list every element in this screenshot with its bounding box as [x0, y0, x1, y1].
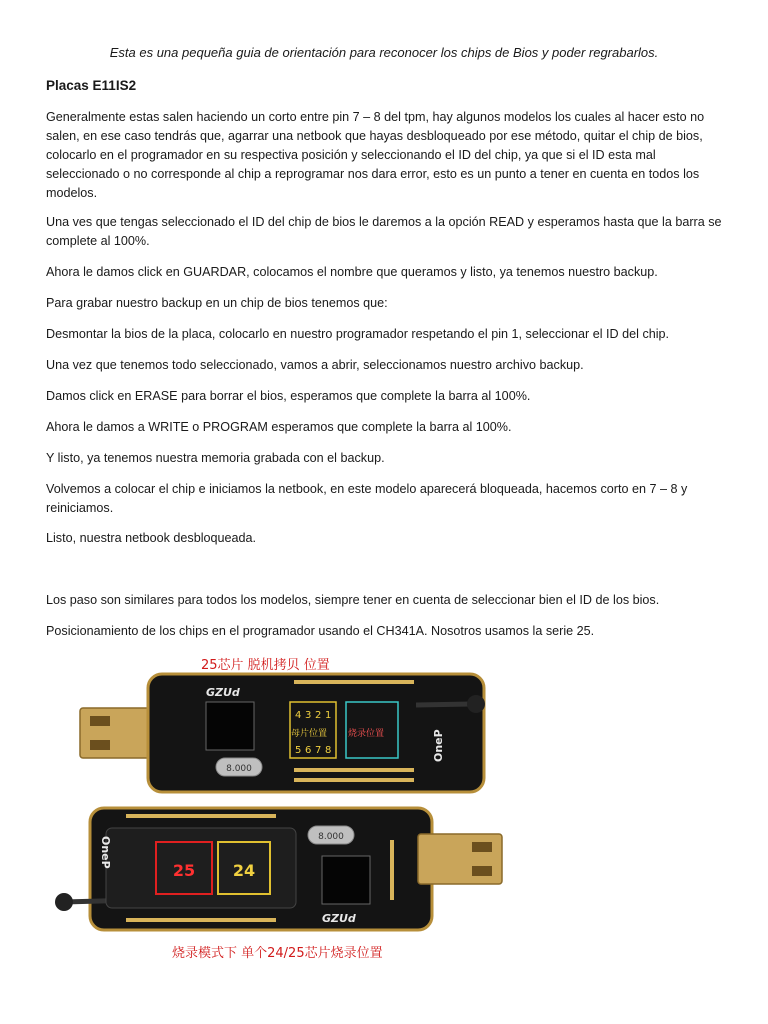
lever-knob-icon	[55, 893, 73, 911]
intro-text: Esta es una pequeña guia de orientación para reconocer los chips de Bios y poder regrabarlos.	[109, 45, 659, 60]
pin-number: 2	[315, 710, 322, 721]
figure-caption-bottom: 烧录模式下 单个24/25芯片烧录位置	[172, 946, 383, 961]
pin-number: 7	[315, 745, 322, 756]
paragraph: Para grabar nuestro backup en un chip de bios tenemos que:	[46, 296, 388, 310]
zif-socket-icon	[106, 828, 296, 908]
paragraph: Posicionamiento de los chips en el programador usando el CH341A. Nosotros usamos la serie 25.	[46, 624, 595, 638]
paragraph: Desmontar la bios de la placa, colocarlo en nuestro programador respetando el pin 1, seleccionar el ID del chip.	[46, 327, 670, 341]
socket-label: 母片位置	[291, 729, 328, 739]
paragraph: Ahora le damos click en GUARDAR, colocamos el nombre que queramos y listo, ya tenemos nuestro backup.	[46, 265, 658, 279]
pin-number: 5	[295, 745, 302, 756]
paragraph: Listo, nuestra netbook desbloqueada.	[46, 531, 257, 545]
usb-slot-icon	[90, 740, 110, 750]
paragraph: Los paso son similares para todos los modelos, siempre tener en cuenta de seleccionar bien el ID de los bios.	[46, 593, 660, 607]
usb-slot-icon	[472, 842, 492, 852]
usb-connector-icon	[418, 834, 502, 884]
paragraph: Damos click en ERASE para borrar el bios, esperamos que complete la barra al 100%.	[46, 389, 531, 403]
socket-label: 烧录位置	[348, 729, 385, 739]
pin-number: 1	[325, 710, 332, 721]
zif-lever-icon	[416, 704, 471, 705]
pin-number: 4	[295, 710, 302, 721]
paragraph: Volvemos a colocar el chip e iniciamos la netbook, en este modelo aparecerá bloqueada, hacemos corto en 7 – 8 y reiniciamos.	[46, 482, 688, 515]
usb-slot-icon	[90, 716, 110, 726]
section-heading: Placas E11IS2	[46, 78, 137, 93]
paragraph: Una vez que tenemos todo seleccionado, vamos a abrir, seleccionamos nuestro archivo backup.	[46, 358, 584, 372]
brand-label: GZUd	[206, 686, 240, 699]
lever-knob-icon	[467, 695, 485, 713]
brand-label: GZUd	[322, 912, 356, 925]
chip-label: 25	[172, 861, 196, 880]
pin-number: 6	[305, 745, 312, 756]
programmer-bottom	[55, 808, 502, 930]
usb-slot-icon	[472, 866, 492, 876]
chip-label: 24	[232, 861, 256, 880]
pin-number: 8	[325, 745, 332, 756]
paragraph: Y listo, ya tenemos nuestra memoria grabada con el backup.	[46, 451, 385, 465]
ch341a-chip-icon	[322, 856, 370, 904]
paragraph: Generalmente estas salen haciendo un corto entre pin 7 – 8 del tpm, hay algunos modelos los cuales al hacer esto no salen, en ese caso tendrás que, agarrar una netbook que hayas desbloqueado por ese método, quitar el chip de bios, colocarlo en el programador en su respectiva posición y seleccionando el ID del chip, ya que si el ID esta mal seleccionado o no corresponde al chip a reprogramar nos dara error, esto es un punto a tener en cuenta en todos los modelos.	[46, 110, 705, 200]
programmer-figure	[46, 650, 526, 968]
side-label: OneP	[432, 729, 445, 762]
paragraph: Ahora le damos a WRITE o PROGRAM esperamos que complete la barra al 100%.	[46, 420, 512, 434]
programmer-top	[80, 674, 485, 792]
crystal-label: 8.000	[318, 832, 344, 842]
ch341a-chip-icon	[206, 702, 254, 750]
programmer-illustration	[46, 650, 526, 968]
crystal-label: 8.000	[226, 764, 252, 774]
side-label: OneP	[99, 836, 112, 869]
paragraph: Una ves que tengas seleccionado el ID del chip de bios le daremos a la opción READ y esperamos hasta que la barra se complete al 100%.	[46, 215, 722, 248]
pin-number: 3	[305, 710, 312, 721]
figure-caption-top: 25芯片 脱机拷贝 位置	[201, 658, 330, 673]
